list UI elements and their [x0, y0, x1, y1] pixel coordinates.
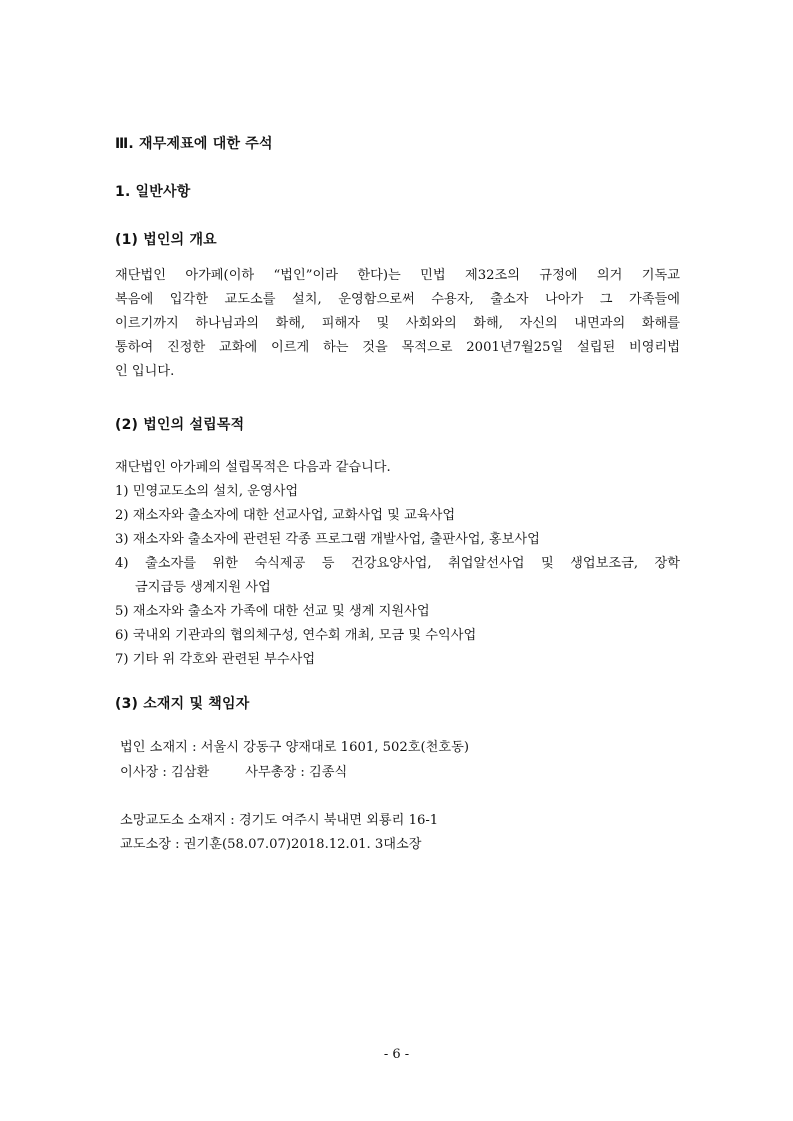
overview-line: 복음에 입각한 교도소를 설치, 운영함으로써 수용자, 출소자 나아가 그 가족들에: [115, 292, 680, 307]
subsection-title: 1. 일반사항: [115, 184, 191, 200]
prison-warden: 교도소장 : 권기훈(58.07.07)2018.12.01. 3대소장: [120, 837, 422, 852]
list-item: 1) 민영교도소의 설치, 운영사업: [115, 484, 299, 499]
list-item: 2) 재소자와 출소자에 대한 선교사업, 교화사업 및 교육사업: [115, 508, 456, 523]
executives-line: [120, 761, 347, 785]
overview-paragraph: [115, 264, 680, 384]
purpose-intro: 재단법인 아가페의 설립목적은 다음과 같습니다.: [115, 460, 391, 475]
overview-line: 이르기까지 하나님과의 화해, 피해자 및 사회와의 화해, 자신의 내면과의 화해를: [115, 316, 680, 331]
page-number: - 6 -: [383, 1047, 410, 1062]
list-item-continuation: 금지급등 생계지원 사업: [135, 580, 271, 595]
list-item: 3) 재소자와 출소자에 관련된 각종 프로그램 개발사업, 출판사업, 홍보사업: [115, 532, 540, 547]
overview-line: 통하여 진정한 교화에 이르게 하는 것을 목적으로 2001년7월25일 설립된 비영리법: [115, 340, 680, 355]
section-title: Ⅲ. 재무제표에 대한 주석: [115, 136, 273, 152]
secretary-general: 사무총장 : 김종식: [245, 765, 348, 780]
list-item: 7) 기타 위 각호와 관련된 부수사업: [115, 652, 316, 667]
list-item: 4) 출소자를 위한 숙식제공 등 건강요양사업, 취업알선사업 및 생업보조금, 장학: [115, 556, 680, 571]
purpose-list: [115, 456, 680, 672]
corporate-address: 법인 소재지 : 서울시 강동구 양재대로 1601, 502호(천호동): [120, 740, 470, 755]
location-heading: (3) 소재지 및 책임자: [115, 696, 250, 712]
purpose-heading: (2) 법인의 설립목적: [115, 417, 245, 433]
prison-address: 소망교도소 소재지 : 경기도 여주시 북내면 외룡리 16-1: [120, 813, 439, 828]
overview-heading: (1) 법인의 개요: [115, 232, 217, 248]
overview-line: 인 입니다.: [115, 364, 175, 379]
list-item: 5) 재소자와 출소자 가족에 대한 선교 및 생계 지원사업: [115, 604, 430, 619]
chairman: 이사장 : 김삼환: [120, 765, 210, 780]
overview-line: 재단법인 아가페(이하 “법인”이라 한다)는 민법 제32조의 규정에 의거 기독교: [115, 268, 680, 283]
list-item: 6) 국내외 기관과의 협의체구성, 연수회 개최, 모금 및 수익사업: [115, 628, 477, 643]
